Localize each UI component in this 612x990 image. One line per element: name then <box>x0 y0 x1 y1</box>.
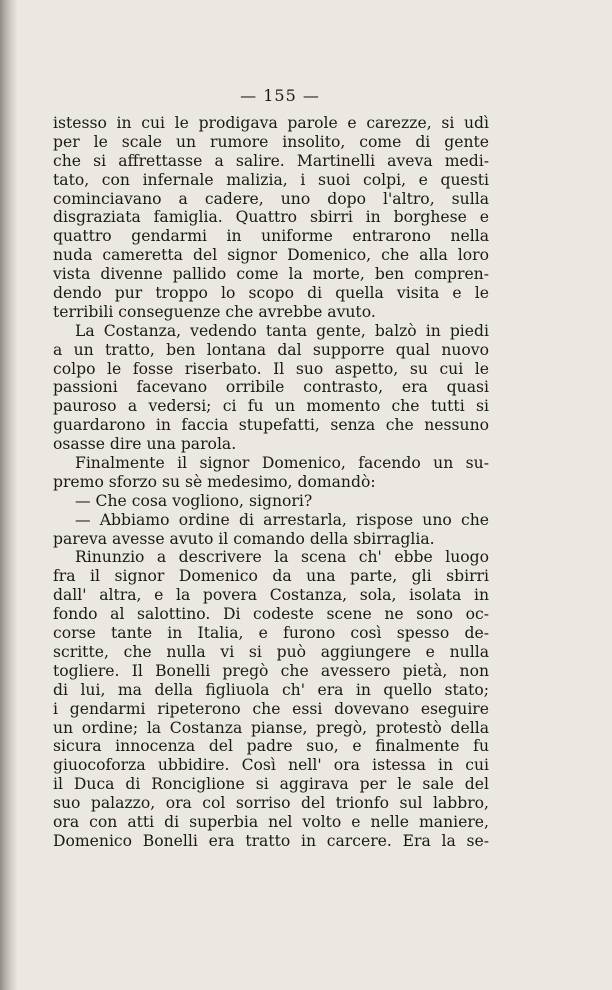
text-line: Rinunzio a descrivere la scena ch' ebbe luogo <box>75 548 489 567</box>
body-text <box>53 114 489 851</box>
text-line: fra il signor Domenico da una parte, gli sbirri <box>53 567 489 586</box>
text-line: nuda cameretta del signor Domenico, che alla loro <box>53 246 489 265</box>
text-line: colpo le fosse riserbato. Il suo aspetto, su cui le <box>53 359 489 378</box>
page-binding-shadow <box>0 0 18 990</box>
text-line: La Costanza, vedendo tanta gente, balzò in piedi <box>75 321 489 340</box>
text-line: il Duca di Ronciglione si aggirava per le sale del <box>53 775 489 794</box>
text-line: pareva avesse avuto il comando della sbirraglia. <box>53 529 435 548</box>
text-line: disgraziata famiglia. Quattro sbirri in borghese e <box>53 208 489 227</box>
text-line: corse tante in Italia, e furono così spesso de- <box>53 624 489 643</box>
text-line: dendo pur troppo lo scopo di quella visita e le <box>53 284 489 303</box>
text-line: osasse dire una parola. <box>53 435 237 454</box>
text-line: che si affrettasse a salire. Martinelli aveva medi- <box>53 151 489 170</box>
text-line: istesso in cui le prodigava parole e carezze, si udì <box>53 114 489 132</box>
page-number: — 155 — <box>240 86 320 105</box>
text-line: fondo al salottino. Di codeste scene ne sono oc- <box>53 605 489 624</box>
text-line: — Che cosa vogliono, signori? <box>75 491 313 510</box>
text-line: dall' altra, e la povera Costanza, sola, isolata in <box>53 586 489 605</box>
text-line: — Abbiamo ordine di arrestarla, rispose uno che <box>75 510 489 529</box>
text-line: suo palazzo, ora col sorriso del trionfo sul labbro, <box>53 794 489 813</box>
text-line: per le scale un rumore insolito, come di gente <box>53 132 489 151</box>
text-line: sicura innocenza del padre suo, e finalmente fu <box>53 737 489 756</box>
text-line: di lui, ma della figliuola ch' era in quello stato; <box>53 680 489 699</box>
text-line: a un tratto, ben lontana dal supporre qual nuovo <box>53 340 489 359</box>
text-line: quattro gendarmi in uniforme entrarono nella <box>53 227 489 246</box>
text-line: guardarono in faccia stupefatti, senza che nessuno <box>53 416 489 435</box>
text-line: togliere. Il Bonelli pregò che avessero pietà, non <box>53 661 489 680</box>
text-line: un ordine; la Costanza pianse, pregò, protestò della <box>53 718 489 737</box>
text-line: Domenico Bonelli era tratto in carcere. Era la se- <box>53 831 489 850</box>
text-line: i gendarmi ripeterono che essi dovevano eseguire <box>53 699 489 718</box>
text-line: giuocoforza ubbidire. Così nell' ora istessa in cui <box>53 756 489 775</box>
text-line: vista divenne pallido come la morte, ben compren- <box>53 265 489 284</box>
text-line: pauroso a vedersi; ci fu un momento che tutti si <box>53 397 489 416</box>
text-line: ora con atti di superbia nel volto e nelle maniere, <box>53 812 489 831</box>
text-line: Finalmente il signor Domenico, facendo un su- <box>75 454 489 473</box>
text-line: scritte, che nulla vi si può aggiungere e nulla <box>53 642 489 661</box>
text-line: terribili conseguenze che avrebbe avuto. <box>53 302 376 321</box>
text-line: cominciavano a cadere, uno dopo l'altro, sulla <box>53 189 489 208</box>
text-line: premo sforzo su sè medesimo, domandò: <box>53 472 376 491</box>
text-line: passioni facevano orribile contrasto, era quasi <box>53 378 489 397</box>
text-line: tato, con infernale malizia, i suoi colpi, e questi <box>53 170 489 189</box>
